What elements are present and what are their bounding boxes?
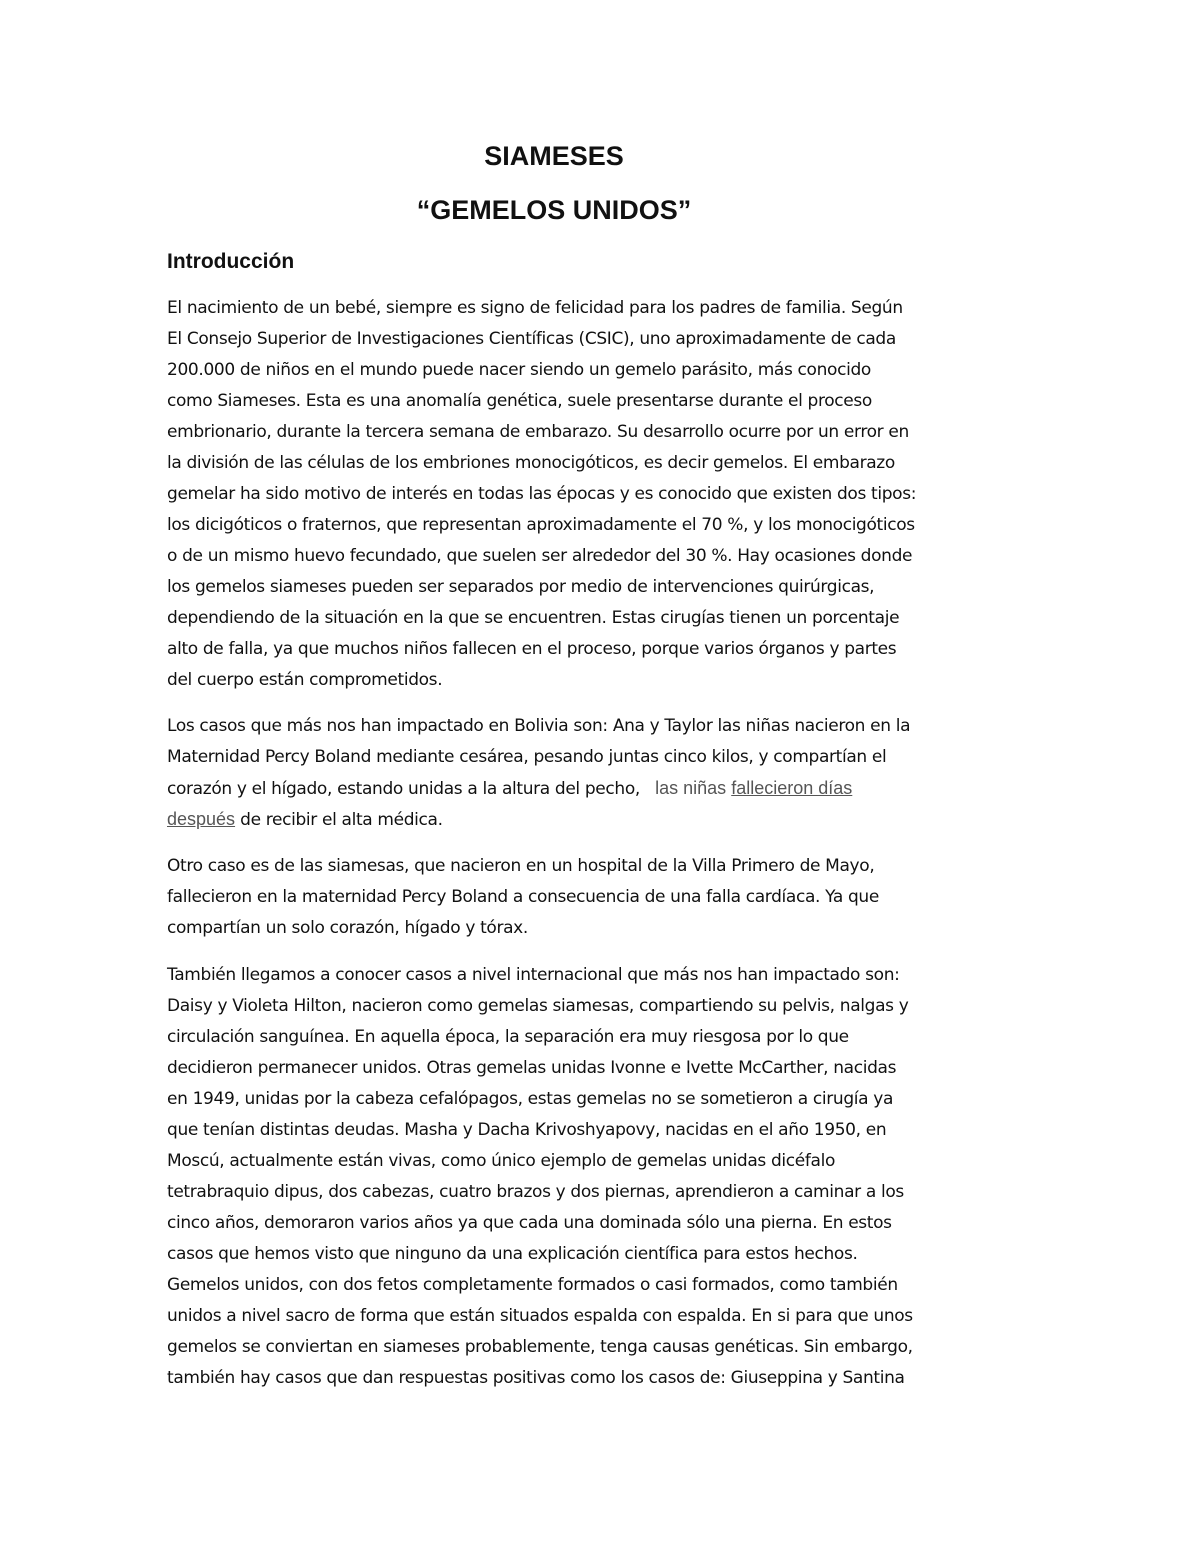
text-line: [167, 773, 1047, 804]
paragraph-bolivia-cases: [167, 711, 1047, 835]
text-line: Maternidad Percy Boland mediante cesárea, pesando juntas cinco kilos, y compartían el: [167, 747, 887, 767]
text-line: fallecieron en la maternidad Percy Boland a consecuencia de una falla cardíaca. Ya que: [167, 887, 879, 907]
text-line: del cuerpo están comprometidos.: [167, 670, 443, 690]
text-line: dependiendo de la situación en la que se encuentren. Estas cirugías tienen un porcentaje: [167, 608, 900, 628]
text-line: los dicigóticos o fraternos, que representan aproximadamente el 70 %, y los monocigóticos: [167, 515, 915, 535]
text-line: También llegamos a conocer casos a nivel internacional que más nos han impactado son:: [167, 965, 900, 985]
text-line: Los casos que más nos han impactado en Bolivia son: Ana y Taylor las niñas nacieron en la: [167, 716, 911, 736]
hyperlink-despues[interactable]: después: [167, 809, 236, 829]
text-line: cinco años, demoraron varios años ya que cada una dominada sólo una pierna. En estos: [167, 1213, 892, 1233]
document-title: SIAMESES: [484, 141, 624, 171]
text-line: Daisy y Violeta Hilton, nacieron como gemelas siamesas, compartiendo su pelvis, nalgas y: [167, 996, 909, 1016]
text-line: como Siameses. Esta es una anomalía genética, suele presentarse durante el proceso: [167, 391, 872, 411]
text-line: El Consejo Superior de Investigaciones Científicas (CSIC), uno aproximadamente de cada: [167, 329, 896, 349]
text-segment: corazón y el hígado, estando unidas a la altura del pecho,: [167, 779, 640, 799]
text-line: circulación sanguínea. En aquella época, la separación era muy riesgosa por lo que: [167, 1027, 849, 1047]
text-segment: de recibir el alta médica.: [240, 810, 443, 830]
paragraph-villa-case: [167, 851, 1047, 944]
section-heading: Introducción: [167, 250, 295, 273]
text-line: unidos a nivel sacro de forma que están situados espalda con espalda. En si para que unos: [167, 1306, 913, 1326]
text-line: 200.000 de niños en el mundo puede nacer siendo un gemelo parásito, más conocido: [167, 360, 871, 380]
text-line: también hay casos que dan respuestas positivas como los casos de: Giuseppina y Santina: [167, 1368, 905, 1388]
text-line: gemelar ha sido motivo de interés en todas las épocas y es conocido que existen dos tipos:: [167, 484, 917, 504]
text-line: o de un mismo huevo fecundado, que suelen ser alrededor del 30 %. Hay ocasiones donde: [167, 546, 913, 566]
text-line: El nacimiento de un bebé, siempre es signo de felicidad para los padres de familia. Según: [167, 298, 903, 318]
text-line: decidieron permanecer unidos. Otras gemelas unidas Ivonne e Ivette McCarther, nacidas: [167, 1058, 897, 1078]
text-line: Otro caso es de las siamesas, que nacieron en un hospital de la Villa Primero de Mayo,: [167, 856, 875, 876]
text-line: casos que hemos visto que ninguno da una explicación científica para estos hechos.: [167, 1244, 858, 1264]
text-line: compartían un solo corazón, hígado y tórax.: [167, 918, 528, 938]
text-line: Gemelos unidos, con dos fetos completamente formados o casi formados, como también: [167, 1275, 898, 1295]
document-subtitle: “GEMELOS UNIDOS”: [416, 195, 692, 225]
text-line: embrionario, durante la tercera semana de embarazo. Su desarrollo ocurre por un error en: [167, 422, 909, 442]
paragraph-international-cases: [167, 960, 1047, 1394]
text-line: [167, 804, 1047, 835]
hyperlink-fallecieron-dias[interactable]: fallecieron días: [731, 778, 853, 798]
text-line: que tenían distintas deudas. Masha y Dacha Krivoshyapovy, nacidas en el año 1950, en: [167, 1120, 887, 1140]
paragraph-introduction: [167, 293, 1047, 696]
text-line: en 1949, unidas por la cabeza cefalópagos, estas gemelas no se sometieron a cirugía ya: [167, 1089, 894, 1109]
text-line: los gemelos siameses pueden ser separados por medio de intervenciones quirúrgicas,: [167, 577, 875, 597]
text-line: alto de falla, ya que muchos niños fallecen en el proceso, porque varios órganos y partes: [167, 639, 897, 659]
text-line: gemelos se conviertan en siameses probablemente, tenga causas genéticas. Sin embargo,: [167, 1337, 913, 1357]
text-line: la división de las células de los embriones monocigóticos, es decir gemelos. El embarazo: [167, 453, 895, 473]
text-line: Moscú, actualmente están vivas, como único ejemplo de gemelas unidas dicéfalo: [167, 1151, 836, 1171]
quoted-text: las niñas: [655, 778, 727, 798]
text-line: tetrabraquio dipus, dos cabezas, cuatro brazos y dos piernas, aprendieron a caminar a los: [167, 1182, 904, 1202]
